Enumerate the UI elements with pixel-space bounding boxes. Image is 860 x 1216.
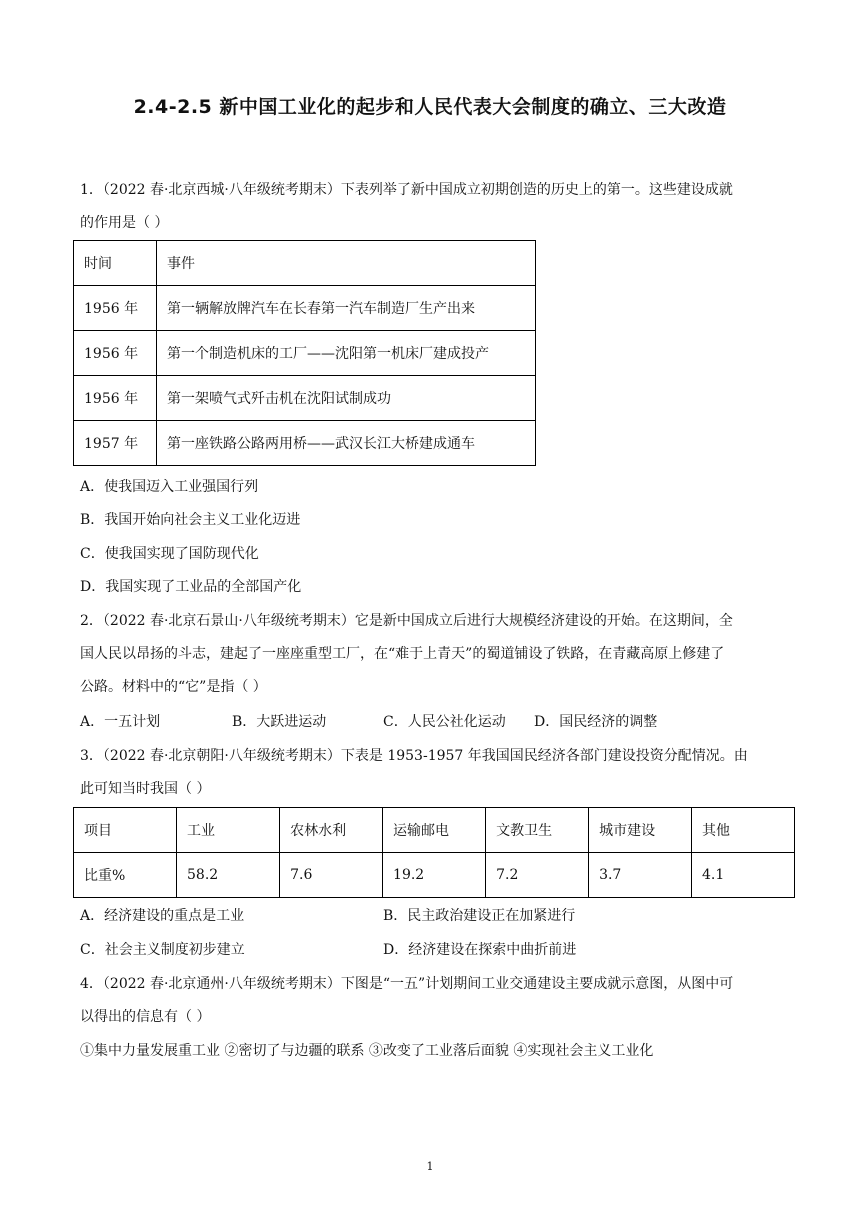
q2-option-a: A．一五计划	[80, 714, 161, 730]
table-cell: 第一个制造机床的工厂——沈阳第一机床厂建成投产	[157, 331, 536, 376]
page-title: 2.4-2.5 新中国工业化的起步和人民代表大会制度的确立、三大改造	[133, 96, 727, 118]
table-cell: 比重%	[74, 853, 177, 898]
q2-stem-line1: 2．（2022 春·北京石景山·八年级统考期末）它是新中国成立后进行大规模经济建设的开始。在这期间，全	[80, 613, 733, 629]
table-header-cell: 事件	[157, 241, 536, 286]
table-header-cell: 城市建设	[589, 808, 692, 853]
q1-option-a: A．使我国迈入工业强国行列	[80, 479, 259, 495]
q3-stem-line1: 3．（2022 春·北京朝阳·八年级统考期末）下表是 1953-1957 年我国国民经济各部门建设投资分配情况。由	[80, 748, 748, 764]
q3-option-a: A．经济建设的重点是工业	[80, 908, 245, 924]
q3-option-c: C．社会主义制度初步建立	[80, 942, 245, 958]
q2-option-d: D．国民经济的调整	[534, 714, 658, 730]
table-cell: 第一架喷气式歼击机在沈阳试制成功	[157, 376, 536, 421]
q3-stem-line2: 此可知当时我国（ ）	[80, 781, 211, 797]
q1-table	[73, 240, 536, 466]
table-header-cell: 文教卫生	[486, 808, 589, 853]
table-cell: 7.2	[486, 853, 589, 898]
q2-option-c: C．人民公社化运动	[383, 714, 506, 730]
table-row	[74, 421, 536, 466]
table-row	[74, 376, 536, 421]
q1-stem-line1: 1．（2022 春·北京西城·八年级统考期末）下表列举了新中国成立初期创造的历史上的第一。这些建设成就	[80, 182, 733, 198]
table-cell: 1956 年	[74, 376, 157, 421]
table-row	[74, 331, 536, 376]
table-cell: 1956 年	[74, 286, 157, 331]
table-header-row	[74, 241, 536, 286]
q2-stem-line3: 公路。材料中的“它”是指（ ）	[80, 679, 267, 695]
table-header-row	[74, 808, 795, 853]
q2-stem-line2: 国人民以昂扬的斗志，建起了一座座重型工厂，在“难于上青天”的蜀道铺设了铁路，在青藏高原上修建了	[80, 646, 725, 662]
table-cell: 1957 年	[74, 421, 157, 466]
table-header-cell: 农林水利	[280, 808, 383, 853]
table-header-cell: 其他	[692, 808, 795, 853]
q4-items: ①集中力量发展重工业 ②密切了与边疆的联系 ③改变了工业落后面貌 ④实现社会主义工业化	[80, 1043, 654, 1059]
table-cell: 19.2	[383, 853, 486, 898]
page-number: 1	[426, 1160, 434, 1173]
table-cell: 58.2	[177, 853, 280, 898]
table-header-cell: 运输邮电	[383, 808, 486, 853]
q2-option-b: B．大跃进运动	[232, 714, 327, 730]
table-header-cell: 时间	[74, 241, 157, 286]
table-header-cell: 工业	[177, 808, 280, 853]
table-cell: 第一座铁路公路两用桥——武汉长江大桥建成通车	[157, 421, 536, 466]
table-cell: 3.7	[589, 853, 692, 898]
table-row	[74, 853, 795, 898]
q3-option-d: D．经济建设在探索中曲折前进	[383, 942, 577, 958]
q1-option-b: B．我国开始向社会主义工业化迈进	[80, 512, 301, 528]
q1-option-d: D．我国实现了工业品的全部国产化	[80, 579, 302, 595]
table-row	[74, 286, 536, 331]
table-cell: 第一辆解放牌汽车在长春第一汽车制造厂生产出来	[157, 286, 536, 331]
table-header-cell: 项目	[74, 808, 177, 853]
table-cell: 1956 年	[74, 331, 157, 376]
q3-option-b: B．民主政治建设正在加紧进行	[383, 908, 576, 924]
q3-table	[73, 807, 795, 898]
q4-stem-line2: 以得出的信息有（ ）	[80, 1009, 211, 1025]
q1-stem-line2: 的作用是（ ）	[80, 215, 169, 231]
table-cell: 4.1	[692, 853, 795, 898]
q1-option-c: C．使我国实现了国防现代化	[80, 546, 259, 562]
q4-stem-line1: 4．（2022 春·北京通州·八年级统考期末）下图是“一五”计划期间工业交通建设主要成就示意图，从图中可	[80, 976, 734, 992]
table-cell: 7.6	[280, 853, 383, 898]
